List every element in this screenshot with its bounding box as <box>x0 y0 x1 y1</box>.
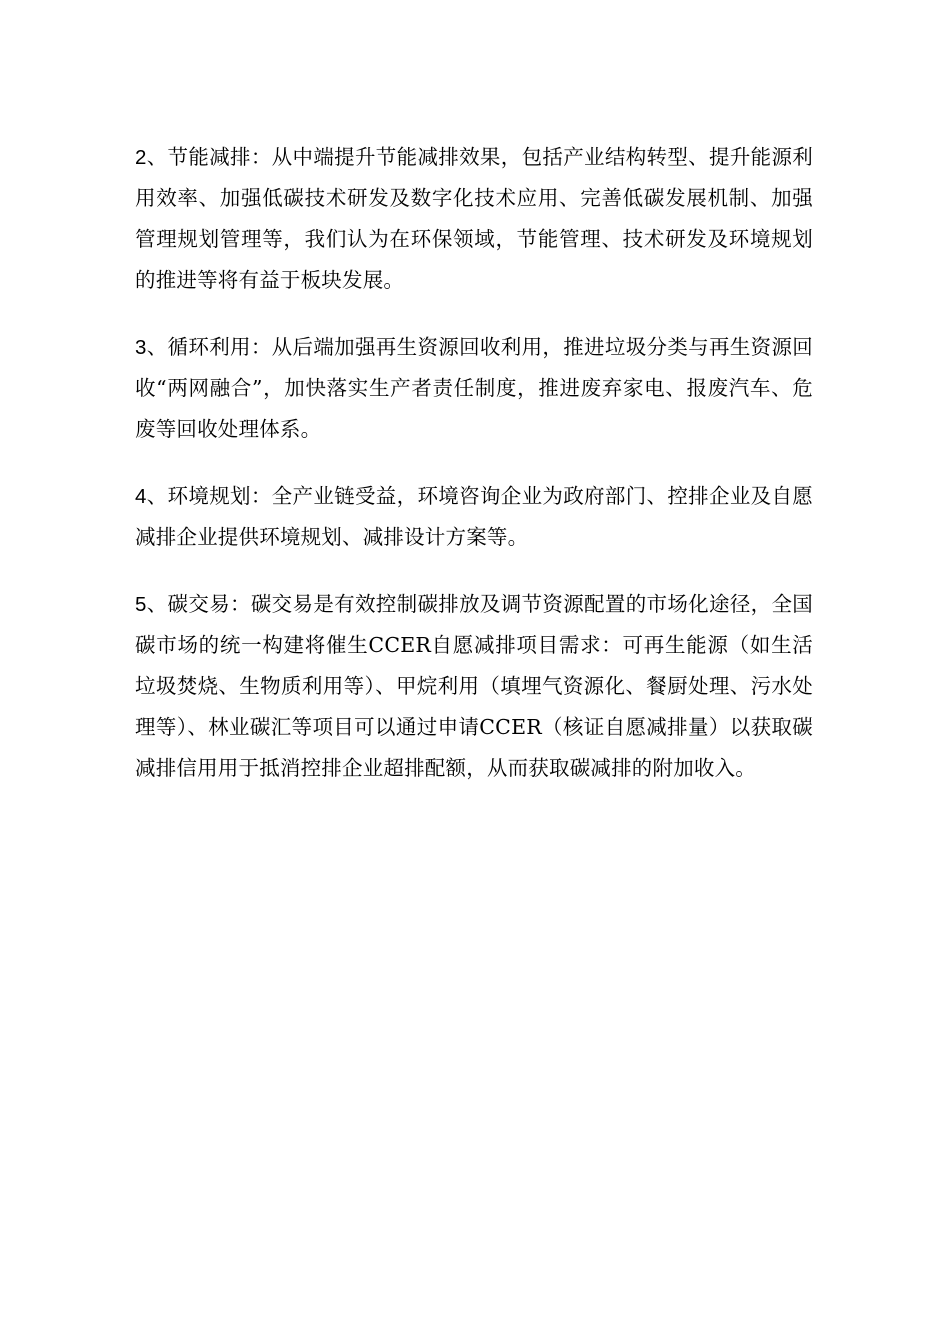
paragraph-energy-saving <box>135 137 813 301</box>
paragraph-number: 4 <box>135 485 147 508</box>
paragraph-text: 、碳交易：碳交易是有效控制碳排放及调节资源配置的市场化途径，全国碳市场的统一构建将催生CCER自愿减排项目需求：可再生能源（如生活垃圾焚烧、生物质利用等）、甲烷利用（填埋气资源化、餐厨处理、污水处理等）、林业碳汇等项目可以通过申请CCER（核证自愿减排量）以获取碳减排信用用于抵消控排企业超排配额，从而获取碳减排的附加收入。 <box>135 592 813 780</box>
paragraph-text: 、循环利用：从后端加强再生资源回收利用，推进垃圾分类与再生资源回收“两网融合”，加快落实生产者责任制度，推进废弃家电、报废汽车、危废等回收处理体系。 <box>135 335 813 441</box>
paragraph-text: 、节能减排：从中端提升节能减排效果，包括产业结构转型、提升能源利用效率、加强低碳技术研发及数字化技术应用、完善低碳发展机制、加强管理规划管理等，我们认为在环保领域，节能管理、技术研发及环境规划的推进等将有益于板块发展。 <box>135 145 813 292</box>
paragraph-number: 2 <box>135 146 147 169</box>
paragraph-recycling <box>135 327 813 450</box>
document-body <box>135 137 813 815</box>
paragraph-environmental-planning <box>135 476 813 558</box>
paragraph-number: 3 <box>135 336 147 359</box>
paragraph-number: 5 <box>135 593 147 616</box>
paragraph-carbon-trading <box>135 584 813 789</box>
paragraph-text: 、环境规划：全产业链受益，环境咨询企业为政府部门、控排企业及自愿减排企业提供环境规划、减排设计方案等。 <box>135 484 813 549</box>
